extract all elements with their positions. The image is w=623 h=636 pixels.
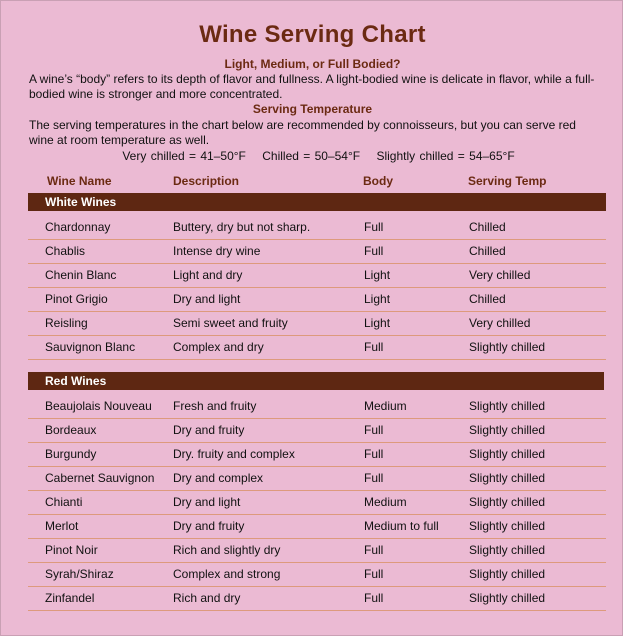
group-header bbox=[28, 193, 606, 211]
description-cell: Dry and fruity bbox=[173, 519, 245, 533]
body-cell: Medium to full bbox=[364, 519, 439, 533]
body-cell: Full bbox=[364, 471, 384, 485]
table-row bbox=[28, 215, 606, 240]
serving-temp-cell: Slightly chilled bbox=[469, 447, 546, 461]
description-cell: Complex and strong bbox=[173, 567, 281, 581]
body-cell: Full bbox=[364, 591, 384, 605]
description-cell: Dry and light bbox=[173, 292, 241, 306]
description-cell: Rich and slightly dry bbox=[173, 543, 281, 557]
col-header-wine-name: Wine Name bbox=[47, 174, 112, 188]
description-cell: Intense dry wine bbox=[173, 244, 261, 258]
wine-name-cell: Chianti bbox=[45, 495, 83, 509]
table-row bbox=[28, 490, 606, 515]
serving-temp-cell: Chilled bbox=[469, 244, 506, 258]
temp-legend bbox=[1, 149, 623, 163]
body-cell: Light bbox=[364, 292, 391, 306]
description-cell: Fresh and fruity bbox=[173, 399, 257, 413]
description-cell: Dry and light bbox=[173, 495, 241, 509]
serving-temp-cell: Slightly chilled bbox=[469, 567, 546, 581]
body-cell: Medium bbox=[364, 495, 407, 509]
body-cell: Full bbox=[364, 244, 384, 258]
wine-name-cell: Chablis bbox=[45, 244, 86, 258]
table-row bbox=[28, 287, 606, 312]
serving-temp-cell: Slightly chilled bbox=[469, 495, 546, 509]
table-row bbox=[28, 335, 606, 360]
body-cell: Full bbox=[364, 220, 384, 234]
description-cell: Rich and dry bbox=[173, 591, 241, 605]
table-row bbox=[28, 538, 606, 563]
serving-temp-cell: Slightly chilled bbox=[469, 471, 546, 485]
serving-temp-cell: Chilled bbox=[469, 292, 506, 306]
serving-temp-cell: Chilled bbox=[469, 220, 506, 234]
serving-temp-cell: Slightly chilled bbox=[469, 399, 546, 413]
table-row bbox=[28, 442, 606, 467]
table-row bbox=[28, 514, 606, 539]
legend-chilled: Chilled = 50–54°F bbox=[262, 149, 361, 163]
body-cell: Full bbox=[364, 423, 384, 437]
description-cell: Dry. fruity and complex bbox=[173, 447, 295, 461]
body-cell: Full bbox=[364, 543, 384, 557]
description-cell: Dry and fruity bbox=[173, 423, 245, 437]
table-row bbox=[28, 586, 606, 611]
wine-name-cell: Burgundy bbox=[45, 447, 97, 461]
description-cell: Complex and dry bbox=[173, 340, 264, 354]
body-cell: Light bbox=[364, 316, 391, 330]
body-cell: Medium bbox=[364, 399, 407, 413]
wine-name-cell: Sauvignon Blanc bbox=[45, 340, 136, 354]
body-cell: Full bbox=[364, 567, 384, 581]
col-header-body: Body bbox=[363, 174, 393, 188]
wine-name-cell: Bordeaux bbox=[45, 423, 97, 437]
table-row bbox=[28, 239, 606, 264]
page-title: Wine Serving Chart bbox=[199, 21, 426, 48]
group-header bbox=[28, 372, 604, 390]
serving-temp-cell: Slightly chilled bbox=[469, 423, 546, 437]
table-row bbox=[28, 418, 606, 443]
wine-name-cell: Reisling bbox=[45, 316, 88, 330]
description-cell: Semi sweet and fruity bbox=[173, 316, 288, 330]
wine-name-cell: Beaujolais Nouveau bbox=[45, 399, 152, 413]
table-row bbox=[28, 311, 606, 336]
group-label: Red Wines bbox=[45, 374, 107, 388]
col-header-description: Description bbox=[173, 174, 240, 188]
wine-name-cell: Pinot Grigio bbox=[45, 292, 108, 306]
wine-name-cell: Cabernet Sauvignon bbox=[45, 471, 155, 485]
wine-name-cell: Merlot bbox=[45, 519, 79, 533]
serving-temp-cell: Very chilled bbox=[469, 316, 531, 330]
description-cell: Dry and complex bbox=[173, 471, 264, 485]
serving-temp-cell: Slightly chilled bbox=[469, 543, 546, 557]
body-cell: Light bbox=[364, 268, 391, 282]
temp-heading: Serving Temperature bbox=[252, 102, 373, 116]
legend-slightly-chilled: Slightly chilled = 54–65°F bbox=[376, 149, 515, 163]
body-cell: Full bbox=[364, 447, 384, 461]
legend-very-chilled: Very chilled = 41–50°F bbox=[122, 149, 246, 163]
wine-name-cell: Chenin Blanc bbox=[45, 268, 117, 282]
wine-name-cell: Zinfandel bbox=[45, 591, 95, 605]
body-text: A wine’s “body” refers to its depth of flavor and fullness. A light-bodied wine is delicate in flavor, while a full-bodied wine is stronger and more concentrated. bbox=[29, 72, 595, 101]
body-heading: Light, Medium, or Full Bodied? bbox=[224, 57, 401, 71]
wine-name-cell: Chardonnay bbox=[45, 220, 111, 234]
serving-temp-cell: Very chilled bbox=[469, 268, 531, 282]
wine-name-cell: Pinot Noir bbox=[45, 543, 98, 557]
group-label: White Wines bbox=[45, 195, 117, 209]
serving-temp-cell: Slightly chilled bbox=[469, 591, 546, 605]
table-row bbox=[28, 394, 606, 419]
body-cell: Full bbox=[364, 340, 384, 354]
serving-temp-cell: Slightly chilled bbox=[469, 519, 546, 533]
table-row bbox=[28, 263, 606, 288]
table-row bbox=[28, 562, 606, 587]
wine-name-cell: Syrah/Shiraz bbox=[45, 567, 114, 581]
serving-temp-cell: Slightly chilled bbox=[469, 340, 546, 354]
col-header-serving-temp: Serving Temp bbox=[468, 174, 547, 188]
description-cell: Light and dry bbox=[173, 268, 243, 282]
temp-text: The serving temperatures in the chart below are recommended by connoisseurs, but you can serve red wine at room temperature as well. bbox=[29, 118, 576, 147]
table-row bbox=[28, 466, 606, 491]
description-cell: Buttery, dry but not sharp. bbox=[173, 220, 311, 234]
